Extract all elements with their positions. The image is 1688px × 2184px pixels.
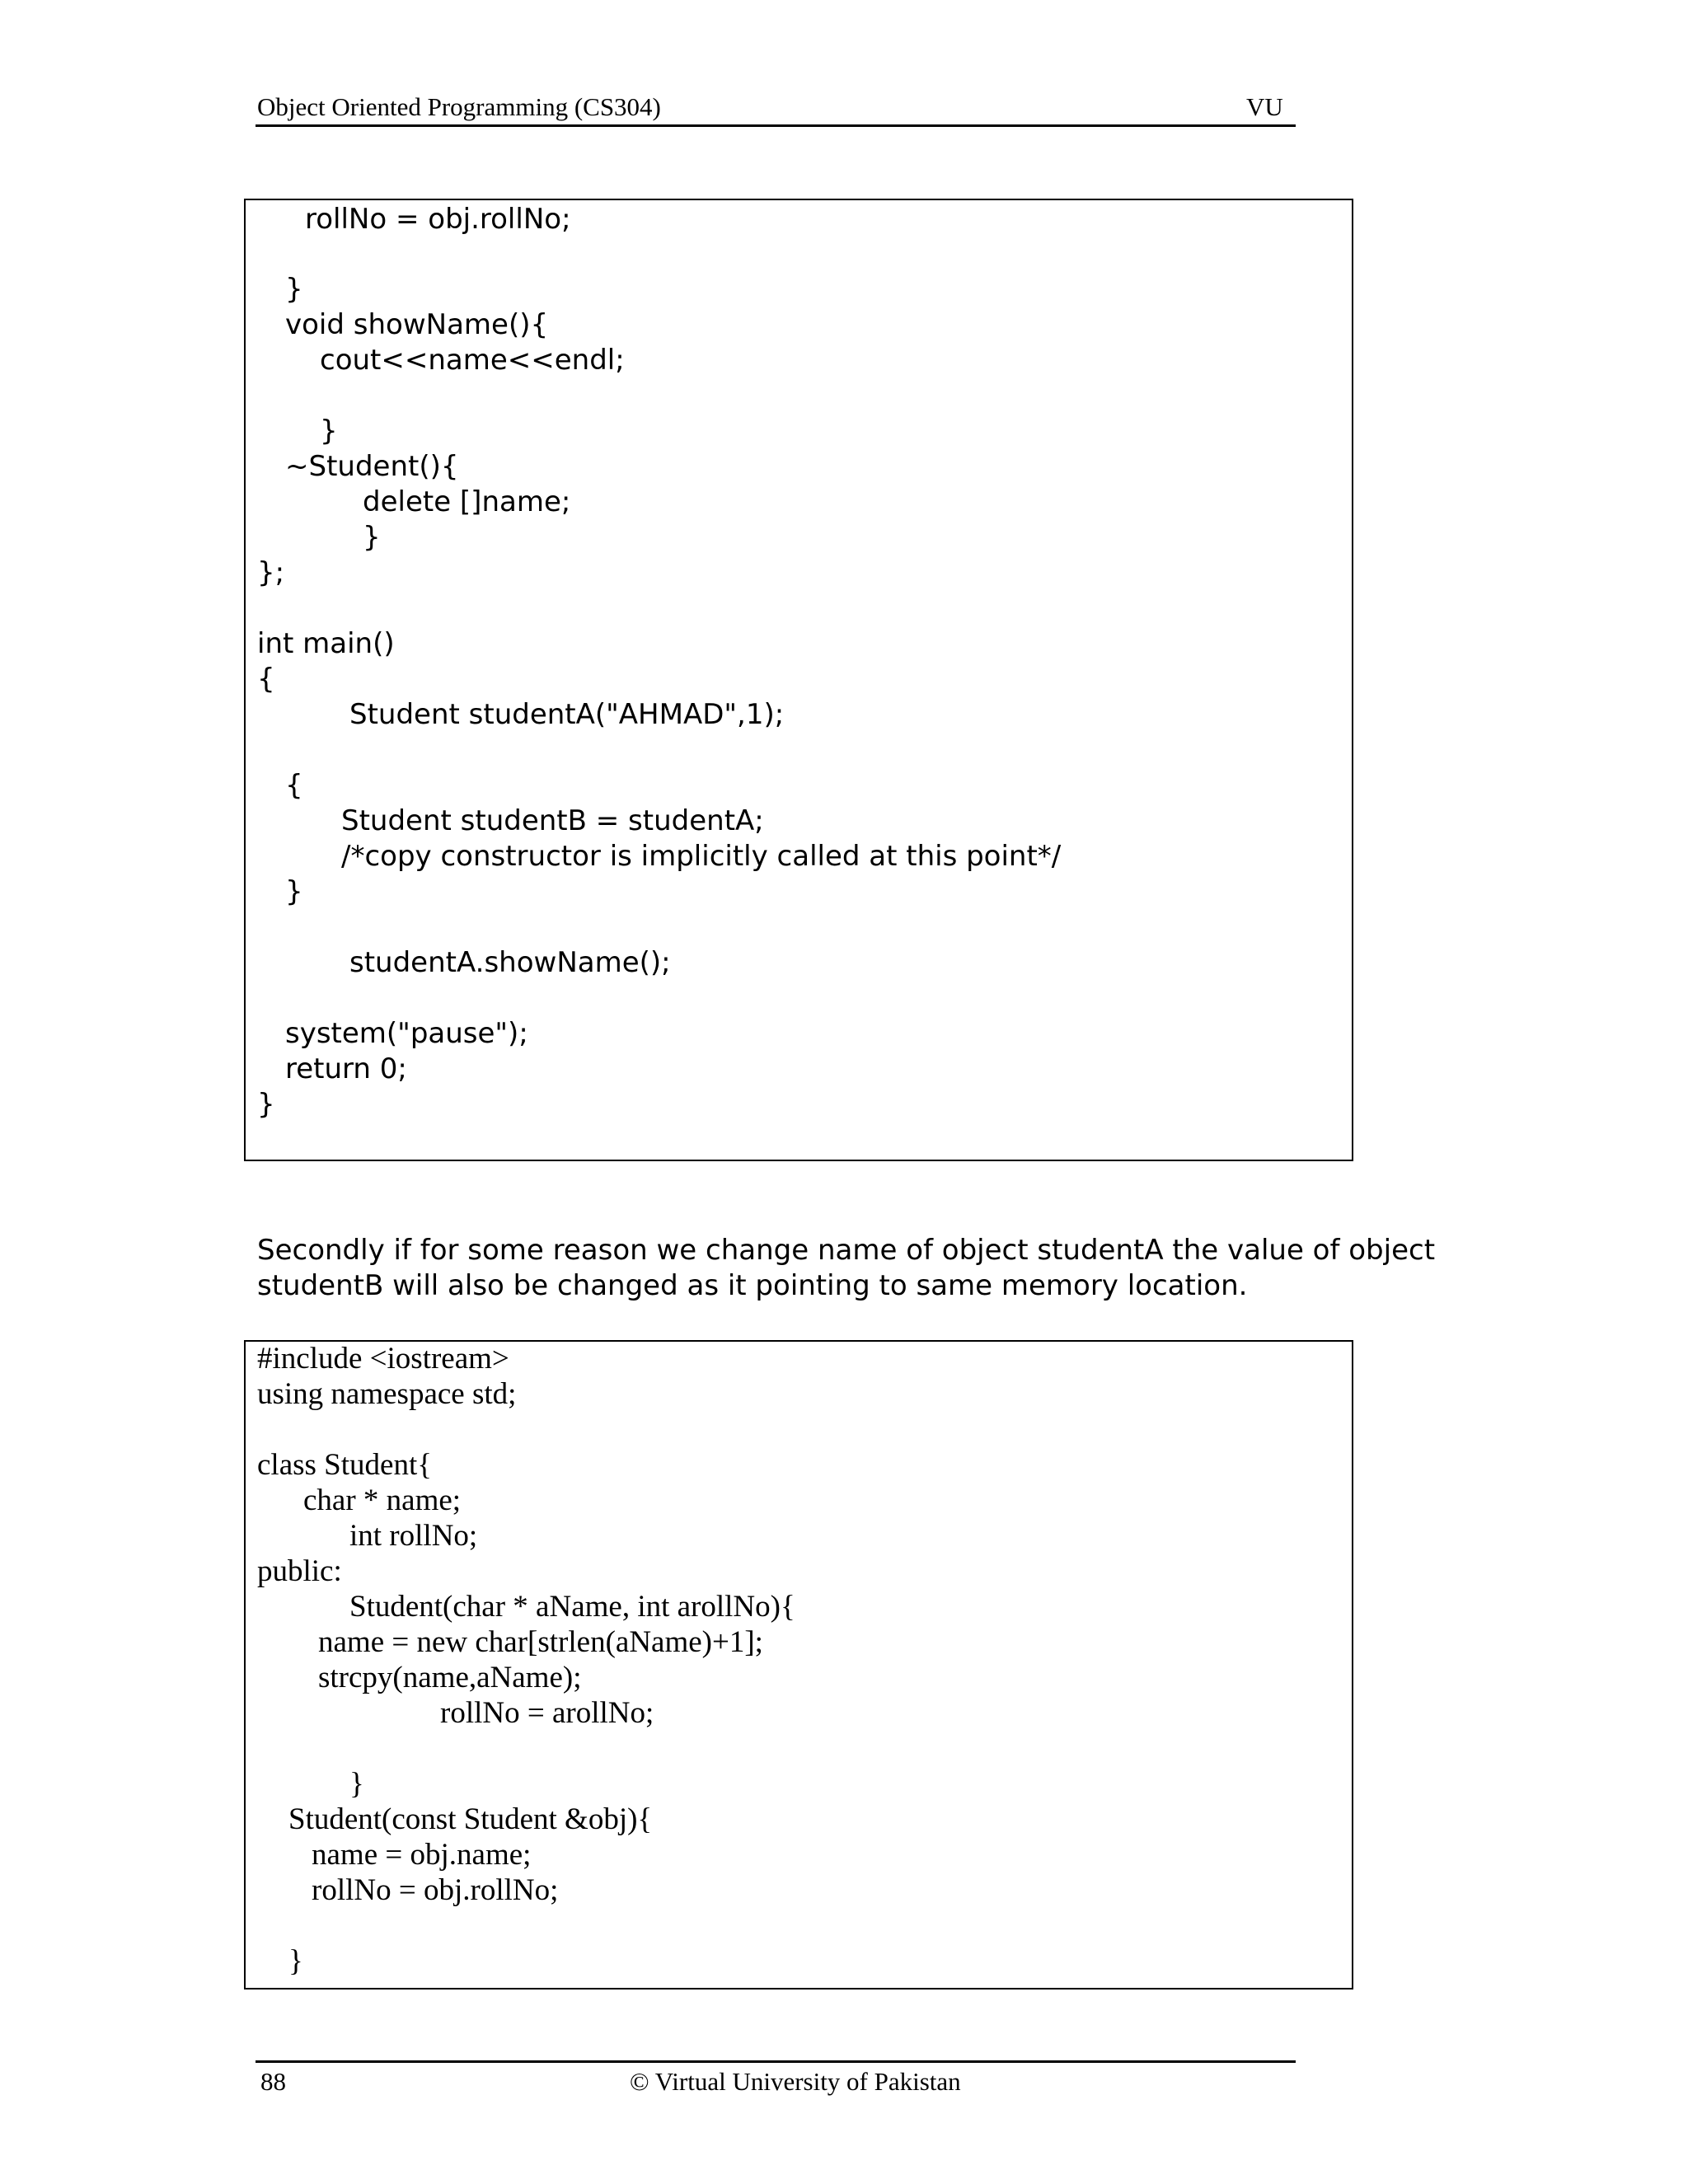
code-line: rollNo = obj.rollNo; [305, 203, 571, 236]
code-line: cout<<name<<endl; [320, 344, 625, 377]
header-rule [256, 124, 1296, 127]
code-line: delete []name; [363, 485, 571, 518]
paragraph-line: studentB will also be changed as it pointing to same memory location. [257, 1269, 1248, 1302]
header-course-title: Object Oriented Programming (CS304) [257, 92, 661, 121]
code-line: void showName(){ [285, 308, 549, 341]
code-line: /*copy constructor is implicitly called at this point*/ [341, 840, 1062, 873]
code-line: Student(char * aName, int arollNo){ [349, 1590, 795, 1624]
footer-rule [256, 2060, 1296, 2063]
code-line: { [285, 769, 303, 802]
code-line: name = new char[strlen(aName)+1]; [318, 1625, 763, 1659]
code-block-1 [244, 199, 1353, 1161]
code-line: int main() [257, 627, 395, 660]
code-line: ~Student(){ [285, 450, 459, 483]
code-line: } [288, 1944, 303, 1978]
code-line: studentA.showName(); [349, 946, 671, 979]
code-line: } [285, 875, 303, 908]
code-block-2 [244, 1340, 1353, 1990]
code-line: int rollNo; [349, 1519, 478, 1553]
code-line: strcpy(name,aName); [318, 1661, 582, 1694]
code-line: } [320, 415, 338, 448]
body-paragraph [257, 1233, 1436, 1304]
code-line: } [363, 521, 381, 554]
code-line: system("pause"); [285, 1017, 528, 1050]
code-line: Student studentA("AHMAD",1); [349, 698, 785, 731]
code-line: return 0; [285, 1052, 407, 1085]
code-line: }; [257, 556, 285, 589]
code-line: public: [257, 1554, 342, 1588]
code-line: name = obj.name; [312, 1838, 532, 1872]
header-institution: VU [1246, 92, 1283, 121]
code-line: Student(const Student &obj){ [288, 1802, 653, 1836]
paragraph-line: Secondly if for some reason we change name of object studentA the value of object [257, 1234, 1436, 1267]
code-line: } [285, 273, 303, 306]
code-line: #include <iostream> [257, 1342, 509, 1376]
code-line: rollNo = obj.rollNo; [312, 1873, 559, 1907]
code-line: rollNo = arollNo; [440, 1696, 654, 1730]
code-line: char * name; [303, 1483, 462, 1517]
code-line: Student studentB = studentA; [341, 804, 764, 837]
footer-copyright: © Virtual University of Pakistan [630, 2067, 961, 2096]
code-line: { [257, 663, 275, 696]
code-line: using namespace std; [257, 1377, 517, 1411]
code-line: } [257, 1088, 275, 1121]
code-line: } [349, 1767, 364, 1801]
code-line: class Student{ [257, 1448, 432, 1482]
page-number: 88 [260, 2067, 286, 2096]
